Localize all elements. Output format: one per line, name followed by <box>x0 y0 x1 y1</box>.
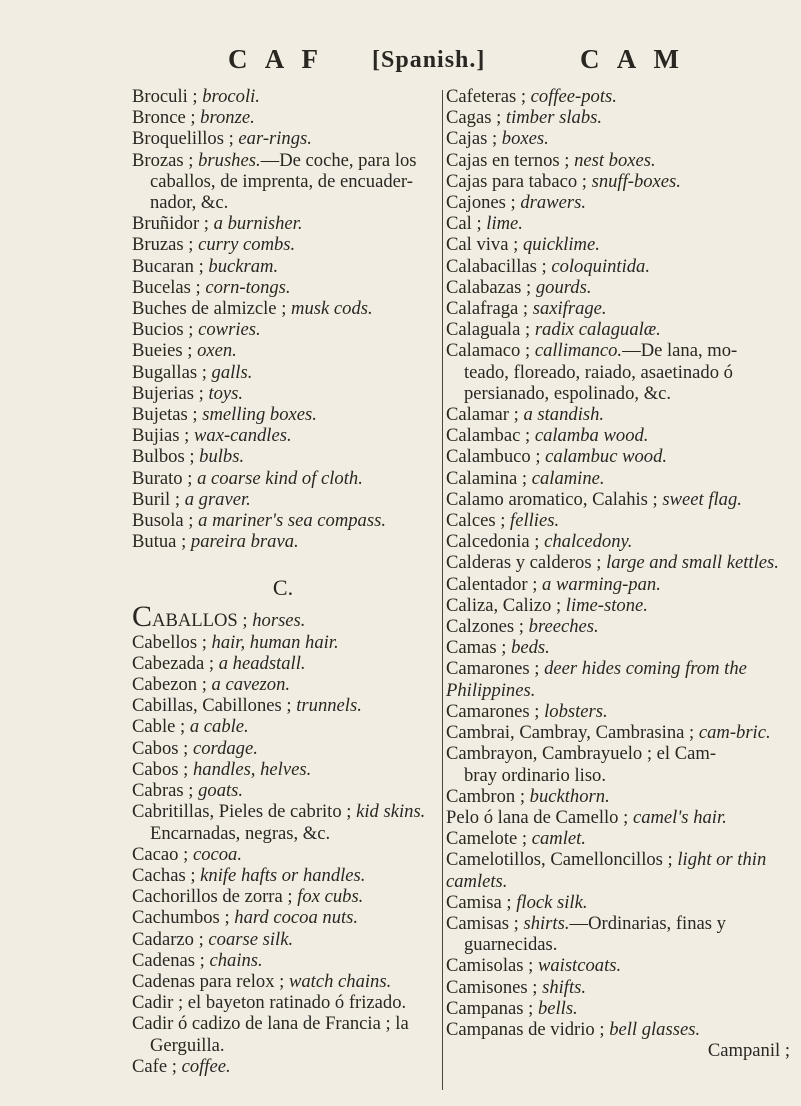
dictionary-entry <box>446 319 790 340</box>
dictionary-entry <box>446 849 790 891</box>
spanish-term: Cajones ; <box>446 192 516 214</box>
english-translation: large and small kettles. <box>606 552 779 574</box>
dictionary-entry <box>132 425 434 446</box>
dictionary-entry <box>446 107 790 128</box>
english-translation: ear-rings. <box>238 128 312 150</box>
spanish-term: Camisones ; <box>446 976 538 998</box>
spanish-term: Broquelillos ; <box>132 128 234 150</box>
english-translation: deer hides coming from the Philippines. <box>446 658 747 701</box>
spanish-term: Calabacillas ; <box>446 255 547 277</box>
dictionary-entry <box>132 971 434 992</box>
english-translation: hair, human hair. <box>211 631 339 653</box>
dictionary-entry <box>446 701 790 722</box>
english-translation: a headstall. <box>218 652 306 674</box>
spanish-term: Bujetas ; <box>132 404 198 426</box>
english-translation: cowries. <box>198 319 261 341</box>
spanish-term: Busola ; <box>132 510 194 532</box>
spanish-term: Bucelas ; <box>132 276 201 298</box>
english-translation: bronze. <box>200 107 255 129</box>
spanish-term: Cadenas para relox ; <box>132 970 285 992</box>
dictionary-entry <box>132 107 434 128</box>
dictionary-entry <box>446 1019 790 1040</box>
english-translation: radix calagualæ. <box>534 319 661 341</box>
dictionary-entry <box>132 213 434 234</box>
english-translation: a burnisher. <box>213 213 303 235</box>
english-translation: curry combs. <box>198 234 296 256</box>
spanish-term: Cabos ; <box>132 737 189 759</box>
spanish-term: Brozas ; <box>132 149 194 171</box>
entries-right-list <box>446 86 790 1040</box>
dictionary-entry <box>446 722 790 743</box>
english-translation: waistcoats. <box>537 955 622 977</box>
english-translation: quicklime. <box>522 234 600 256</box>
english-translation: oxen. <box>197 340 237 362</box>
dictionary-entry <box>446 892 790 913</box>
english-translation: calamine. <box>531 467 605 489</box>
english-translation: a standish. <box>523 404 605 426</box>
dictionary-entry <box>446 828 790 849</box>
entry-continuation: Gerguilla. <box>150 1034 225 1056</box>
english-translation: gourds. <box>535 276 592 298</box>
english-translation: bells. <box>537 997 578 1019</box>
spanish-term: Bulbos ; <box>132 446 195 468</box>
spanish-term: Calambuco ; <box>446 446 541 468</box>
spanish-term: Buril ; <box>132 488 181 510</box>
english-translation: coffee-pots. <box>530 86 617 107</box>
header-left: C A F <box>228 44 325 74</box>
dictionary-entry <box>132 780 434 801</box>
dictionary-entry <box>446 340 790 404</box>
dictionary-entry <box>446 913 790 955</box>
english-translation: wax-candles. <box>194 425 292 447</box>
header-center: [Spanish.] <box>372 47 486 73</box>
english-translation: brushes. <box>198 149 261 171</box>
spanish-term: Cachumbos ; <box>132 907 230 929</box>
english-translation: buckthorn. <box>529 785 610 807</box>
dictionary-entry <box>132 468 434 489</box>
english-translation: hard cocoa nuts. <box>234 907 359 929</box>
english-translation: a warming-pan. <box>542 573 661 595</box>
english-translation: beds. <box>511 637 550 659</box>
dictionary-entry <box>446 595 790 616</box>
dictionary-entry <box>446 489 790 510</box>
entry-continuation: guarnecidas. <box>464 934 558 956</box>
dictionary-entry <box>446 637 790 658</box>
dictionary-entry <box>132 695 434 716</box>
dictionary-entry <box>132 738 434 759</box>
spanish-term: Calamina ; <box>446 467 528 489</box>
entry-continuation: bray ordinario liso. <box>464 764 607 786</box>
dictionary-entry <box>132 801 434 843</box>
dictionary-entry <box>132 929 434 950</box>
spanish-term: Cadarzo ; <box>132 928 204 950</box>
english-translation: a mariner's sea compass. <box>198 510 386 532</box>
english-translation: calambuc wood. <box>545 446 668 468</box>
spanish-term: Camisas ; <box>446 912 519 934</box>
spanish-term: Caliza, Calizo ; <box>446 594 562 616</box>
dictionary-entry <box>446 616 790 637</box>
dictionary-entry <box>132 907 434 928</box>
dictionary-entry <box>132 950 434 971</box>
dictionary-entry <box>132 1013 434 1055</box>
english-translation: watch chains. <box>288 970 392 992</box>
dictionary-entry <box>446 574 790 595</box>
english-translation: saxifrage. <box>532 298 607 320</box>
dictionary-entry <box>446 150 790 171</box>
spanish-term: Bujias ; <box>132 425 190 447</box>
spanish-term: Camisolas ; <box>446 955 534 977</box>
dictionary-entry <box>446 171 790 192</box>
entry-continuation: teado, floreado, raiado, asaetinado ó persianado, espolinado, &c. <box>464 361 733 404</box>
dictionary-entry <box>132 531 434 552</box>
spanish-term: Calentador ; <box>446 573 538 595</box>
english-translation: corn-tongs. <box>205 276 291 298</box>
dictionary-entry <box>132 128 434 149</box>
spanish-term: Camisa ; <box>446 891 512 913</box>
spanish-term: Cadir ó cadizo de lana de Francia ; la <box>132 1013 409 1035</box>
spanish-term: Cabos ; <box>132 758 189 780</box>
dictionary-entry <box>132 844 434 865</box>
header-right: C A M <box>580 44 686 74</box>
english-translation: fox cubs. <box>297 886 364 908</box>
dictionary-entry <box>132 340 434 361</box>
entries-c-section <box>132 632 434 1077</box>
spanish-term: Cabillas, Cabillones ; <box>132 695 292 717</box>
first-translation: horses. <box>252 610 306 632</box>
dictionary-entry <box>132 404 434 425</box>
dictionary-entry <box>132 1056 434 1077</box>
first-entry <box>132 600 434 634</box>
dictionary-entry <box>132 150 434 214</box>
english-translation: lime-stone. <box>565 594 648 616</box>
dictionary-entry <box>446 192 790 213</box>
dictionary-entry <box>446 743 790 785</box>
dictionary-entry <box>446 531 790 552</box>
spanish-term: Buches de almizcle ; <box>132 298 287 320</box>
english-translation: cam-bric. <box>698 722 771 744</box>
dictionary-entry <box>446 807 790 828</box>
catchword: Campanil ; <box>707 1040 790 1062</box>
dictionary-entry <box>132 992 434 1013</box>
spanish-term: Broculi ; <box>132 86 198 107</box>
dictionary-entry <box>446 510 790 531</box>
spanish-term: Calamaco ; <box>446 340 531 362</box>
spanish-term: Burato ; <box>132 467 193 489</box>
spanish-term: Calaguala ; <box>446 319 531 341</box>
spanish-term: Cabritillas, Pieles de cabrito ; <box>132 801 352 823</box>
english-translation: brocoli. <box>202 86 260 107</box>
dictionary-entry <box>132 759 434 780</box>
dictionary-entry <box>132 674 434 695</box>
spanish-term: Cadir ; el bayeton ratinado ó frizado. <box>132 992 407 1014</box>
spanish-term: Cabezon ; <box>132 674 207 696</box>
english-translation: toys. <box>208 382 244 404</box>
dictionary-entry <box>132 256 434 277</box>
first-word: ABALLOS ; <box>152 610 248 632</box>
english-translation: snuff-boxes. <box>591 170 681 192</box>
entry-note: —De coche, para los <box>260 149 417 171</box>
spanish-term: Bueies ; <box>132 340 193 362</box>
spanish-term: Calderas y calderos ; <box>446 552 602 574</box>
english-translation: fellies. <box>510 510 560 532</box>
spanish-term: Campanas ; <box>446 997 534 1019</box>
entry-note: —De lana, mo- <box>622 340 738 362</box>
dictionary-entry <box>132 716 434 737</box>
section-letter: C. <box>272 575 294 601</box>
column-divider <box>442 90 443 1090</box>
dictionary-entry <box>132 234 434 255</box>
spanish-term: Calafraga ; <box>446 298 529 320</box>
english-translation: cocoa. <box>192 843 242 865</box>
entry-note: —Ordinarias, finas y <box>569 912 726 934</box>
english-translation: musk cods. <box>291 298 373 320</box>
dictionary-entry <box>446 998 790 1019</box>
spanish-term: Cadenas ; <box>132 949 205 971</box>
dictionary-entry <box>446 86 790 107</box>
spanish-term: Cajas en ternos ; <box>446 149 570 171</box>
english-translation: bulbs. <box>199 446 245 468</box>
english-translation: handles, helves. <box>192 758 312 780</box>
dictionary-entry <box>446 468 790 489</box>
spanish-term: Calabazas ; <box>446 276 532 298</box>
english-translation: shirts. <box>523 912 570 934</box>
english-translation: smelling boxes. <box>202 404 317 426</box>
dictionary-entry <box>132 632 434 653</box>
left-column <box>132 86 434 1077</box>
dictionary-entry <box>446 658 790 700</box>
english-translation: flock silk. <box>516 891 588 913</box>
spanish-term: Cafe ; <box>132 1055 177 1077</box>
spanish-term: Cajas ; <box>446 128 498 150</box>
english-translation: callimanco. <box>534 340 623 362</box>
dictionary-entry <box>446 298 790 319</box>
english-translation: light or thin camlets. <box>446 849 767 892</box>
dictionary-entry <box>132 383 434 404</box>
english-translation: bell glasses. <box>609 1018 701 1040</box>
dictionary-entry <box>446 786 790 807</box>
english-translation: galls. <box>211 361 253 383</box>
spanish-term: Cambron ; <box>446 785 526 807</box>
spanish-term: Bujerias ; <box>132 382 204 404</box>
spanish-term: Cachas ; <box>132 864 196 886</box>
english-translation: a cavezon. <box>211 674 291 696</box>
english-translation: drawers. <box>520 192 586 214</box>
running-header <box>0 44 801 84</box>
spanish-term: Cabras ; <box>132 780 194 802</box>
spanish-term: Camas ; <box>446 637 507 659</box>
dictionary-entry <box>132 886 434 907</box>
dictionary-entry <box>132 319 434 340</box>
spanish-term: Bucaran ; <box>132 255 204 277</box>
english-translation: a coarse kind of cloth. <box>197 467 363 489</box>
spanish-term: Cagas ; <box>446 107 502 129</box>
english-translation: timber slabs. <box>505 107 602 129</box>
english-translation: breeches. <box>528 616 599 638</box>
english-translation: chalcedony. <box>544 531 633 553</box>
dictionary-entry <box>446 213 790 234</box>
spanish-term: Cachorillos de zorra ; <box>132 886 293 908</box>
spanish-term: Calcedonia ; <box>446 531 540 553</box>
spanish-term: Camarones ; <box>446 700 540 722</box>
spanish-term: Bruñidor ; <box>132 213 209 235</box>
spanish-term: Butua ; <box>132 531 187 553</box>
spanish-term: Bruzas ; <box>132 234 194 256</box>
spanish-term: Bronce ; <box>132 107 196 129</box>
entry-continuation: caballos, de imprenta, de encuader-nador, &c. <box>150 170 413 214</box>
spanish-term: Pelo ó lana de Camello ; <box>446 806 629 828</box>
english-translation: chains. <box>209 949 263 971</box>
english-translation: knife hafts or handles. <box>200 864 366 886</box>
spanish-term: Cambrayon, Cambrayuelo ; el Cam- <box>446 743 717 765</box>
spanish-term: Calamar ; <box>446 404 519 426</box>
spanish-term: Cabellos ; <box>132 631 207 653</box>
english-translation: coffee. <box>181 1055 231 1077</box>
english-translation: cordage. <box>192 737 258 759</box>
dictionary-entry <box>132 277 434 298</box>
spanish-term: Camarones ; <box>446 658 540 680</box>
dictionary-entry <box>446 446 790 467</box>
spanish-term: Cal viva ; <box>446 234 519 256</box>
spanish-term: Cambrai, Cambray, Cambrasina ; <box>446 722 695 744</box>
english-translation: boxes. <box>501 128 549 150</box>
spanish-term: Cafeteras ; <box>446 86 527 107</box>
dictionary-entry <box>132 510 434 531</box>
english-translation: pareira brava. <box>190 531 299 553</box>
entries-b-section <box>132 86 434 552</box>
dictionary-entry <box>132 86 434 107</box>
english-translation: coarse silk. <box>208 928 294 950</box>
english-translation: coloquintida. <box>551 255 650 277</box>
english-translation: sweet flag. <box>662 488 742 510</box>
dictionary-entry <box>132 362 434 383</box>
english-translation: camel's hair. <box>632 806 727 828</box>
dictionary-entry <box>132 298 434 319</box>
english-translation: shifts. <box>542 976 586 998</box>
english-translation: calamba wood. <box>534 425 649 447</box>
english-translation: lobsters. <box>544 700 608 722</box>
dictionary-entry <box>446 404 790 425</box>
spanish-term: Cacao ; <box>132 843 189 865</box>
dictionary-entry <box>446 234 790 255</box>
dictionary-entry <box>132 865 434 886</box>
english-translation: lime. <box>486 213 523 235</box>
english-translation: goats. <box>198 780 244 802</box>
spanish-term: Camelotillos, Camelloncillos ; <box>446 849 673 871</box>
drop-initial: C <box>132 600 153 634</box>
dictionary-entry <box>132 489 434 510</box>
spanish-term: Cajas para tabaco ; <box>446 170 587 192</box>
english-translation: trunnels. <box>296 695 362 717</box>
spanish-term: Calzones ; <box>446 616 524 638</box>
spanish-term: Camelote ; <box>446 828 528 850</box>
dictionary-entry <box>446 955 790 976</box>
dictionary-entry <box>446 277 790 298</box>
spanish-term: Calamo aromatico, Calahis ; <box>446 488 658 510</box>
dictionary-entry <box>446 256 790 277</box>
spanish-term: Cabezada ; <box>132 652 215 674</box>
spanish-term: Cal ; <box>446 213 482 235</box>
spanish-term: Calambac ; <box>446 425 531 447</box>
english-translation: nest boxes. <box>574 149 656 171</box>
english-translation: camlet. <box>531 828 586 850</box>
dictionary-entry <box>446 552 790 573</box>
english-translation: kid skins. <box>356 801 426 823</box>
dictionary-entry <box>132 446 434 467</box>
english-translation: a graver. <box>184 488 251 510</box>
dictionary-entry <box>446 128 790 149</box>
right-column <box>446 86 790 1061</box>
english-translation: buckram. <box>208 255 279 277</box>
spanish-term: Bugallas ; <box>132 361 207 383</box>
dictionary-entry <box>132 653 434 674</box>
spanish-term: Campanas de vidrio ; <box>446 1018 605 1040</box>
entry-continuation: Encarnadas, negras, &c. <box>150 822 331 844</box>
english-translation: a cable. <box>189 716 249 738</box>
dictionary-entry <box>446 425 790 446</box>
dictionary-entry <box>446 977 790 998</box>
spanish-term: Bucios ; <box>132 319 194 341</box>
spanish-term: Calces ; <box>446 510 506 532</box>
spanish-term: Cable ; <box>132 716 186 738</box>
